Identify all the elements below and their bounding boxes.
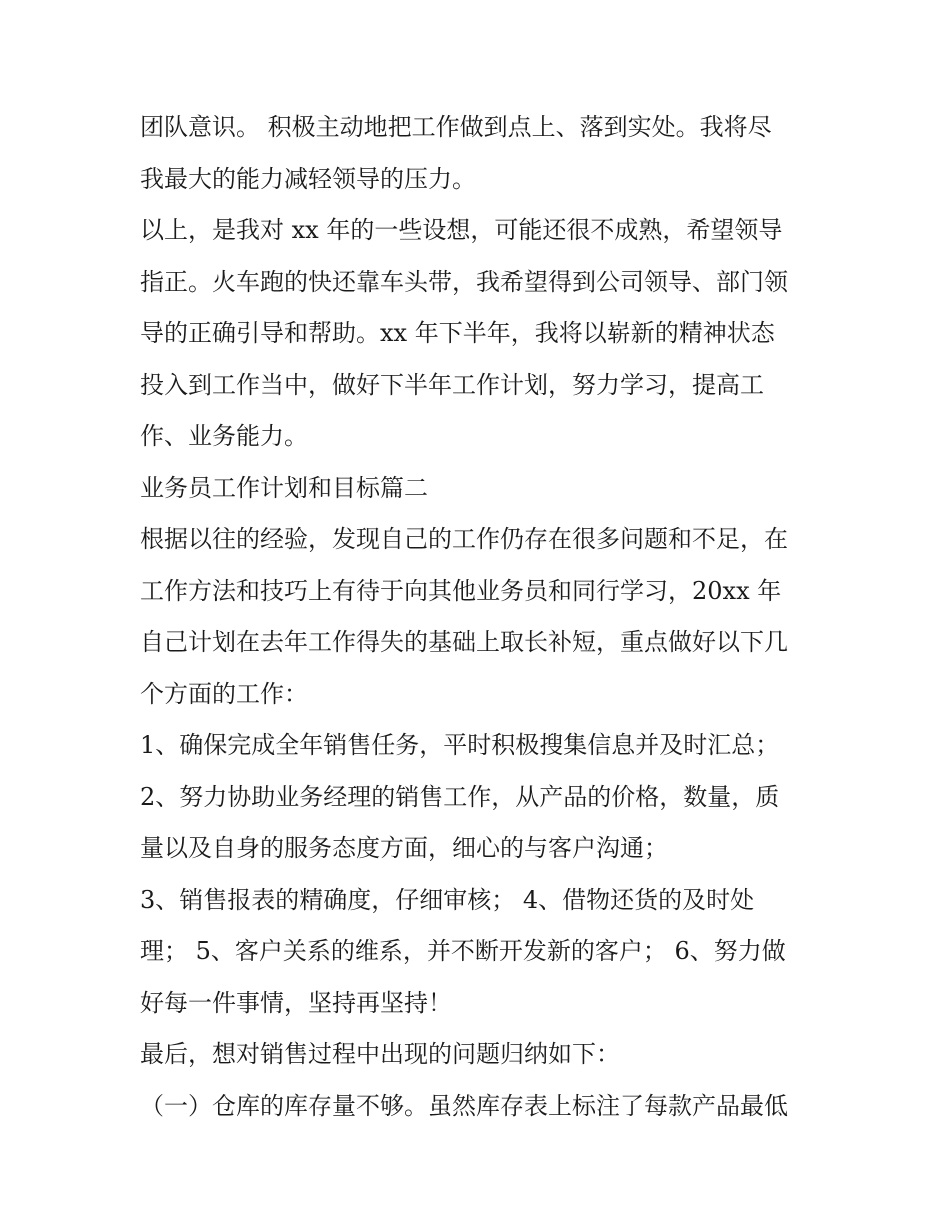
text-line: 导的正确引导和帮助。xx 年下半年，我将以崭新的精神状态 (140, 319, 775, 347)
text-line: 工作方法和技巧上有待于向其他业务员和同行学习，20xx 年 (140, 576, 782, 605)
text-line: （一）仓库的库存量不够。虽然库存表上标注了每款产品最低 (140, 1091, 788, 1120)
text-line: 指正。火车跑的快还靠车头带，我希望得到公司领导、部门领 (140, 267, 788, 296)
list-item: 3、销售报表的精确度，仔细审核； 4、借物还货的及时处 (140, 885, 755, 914)
list-item: 1、确保完成全年销售任务，平时积极搜集信息并及时汇总； (140, 731, 780, 759)
text-line: 个方面的工作： (140, 679, 308, 708)
text-line: 理； 5、客户关系的维系，并不断开发新的客户； 6、努力做 (140, 937, 786, 965)
document-body (140, 102, 830, 1132)
text-line: 作、业务能力。 (140, 422, 308, 450)
text-line: 量以及自身的服务态度方面，细心的与客户沟通； (140, 834, 668, 862)
list-item: 2、努力协助业务经理的销售工作，从产品的价格，数量，质 (140, 782, 780, 811)
text-line: 根据以往的经验，发现自己的工作仍存在很多问题和不足，在 (140, 525, 788, 553)
text-line: 我最大的能力减轻领导的压力。 (140, 164, 476, 193)
text-line: 好每一件事情，坚持再坚持！ (140, 988, 452, 1017)
text-line: 投入到工作当中，做好下半年工作计划，努力学习，提高工 (140, 370, 764, 399)
text-line: 团队意识。 积极主动地把工作做到点上、落到实处。我将尽 (140, 113, 772, 141)
text-line: 最后，想对销售过程中出现的问题归纳如下： (140, 1040, 620, 1068)
text-line: 自己计划在去年工作得失的基础上取长补短，重点做好以下几 (140, 628, 788, 656)
text-line: 以上，是我对 xx 年的一些设想，可能还很不成熟，希望领导 (140, 216, 783, 244)
section-heading: 业务员工作计划和目标篇二 (140, 473, 428, 502)
